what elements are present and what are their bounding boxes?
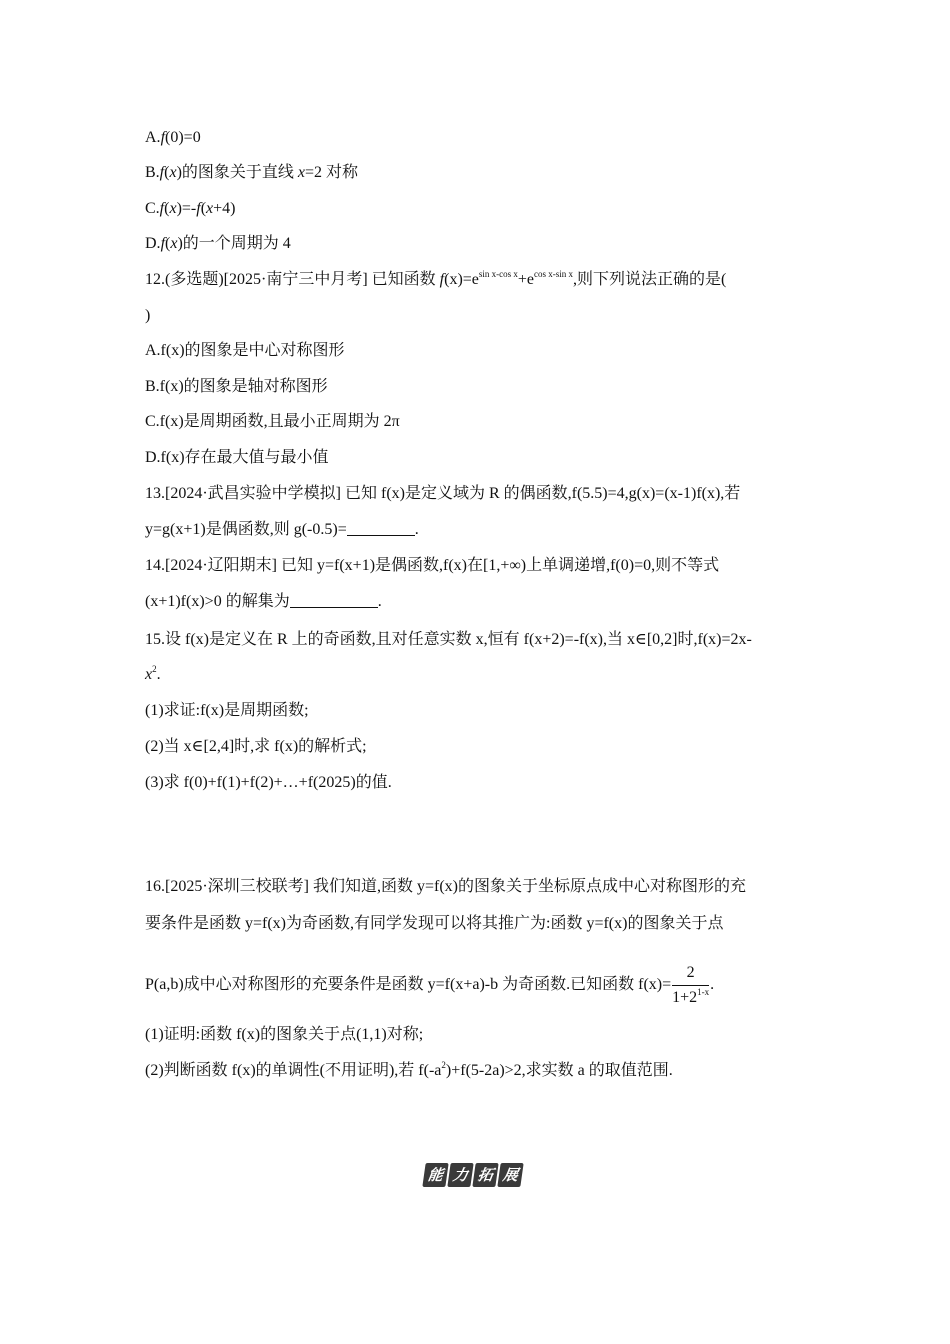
q12-option-a: A.f(x)的图象是中心对称图形 — [145, 342, 345, 359]
q11-option-d: D.f(x)的一个周期为 4 — [145, 235, 291, 252]
q12-stem: 12.(多选题)[2025·南宁三中月考] 已知函数 $f(x)=e^{sin x-cos x}+e^{cos x-sin x}$,则下列说法正确的是( — [145, 269, 727, 288]
banner-char: 拓 — [472, 1163, 498, 1187]
q15-line1: 15.设 f(x)是定义在 R 上的奇函数,且对任意实数 x,恒有 f(x+2)=-f(x),当 x∈[0,2]时,f(x)=2x- — [145, 631, 752, 648]
q16-part2: (2)判断函数 f(x)的单调性(不用证明),若 $f(-a^2)+f(5-2a)>2$,求实数 a 的取值范围. — [145, 1060, 673, 1079]
q11-option-c: C.f(x)=-f(x+4) — [145, 200, 236, 217]
section-banner — [424, 1163, 522, 1187]
q12-stem-close: ) — [145, 307, 151, 324]
banner-char: 能 — [422, 1163, 448, 1187]
q14-line1: 14.[2024·辽阳期末] 已知 y=f(x+1)是偶函数,f(x)在[1,+∞)上单调递增,f(0)=0,则不等式 — [145, 557, 720, 574]
q11-option-b: B.f(x)的图象关于直线 x=2 对称 — [145, 164, 359, 181]
fraction: $\frac{2}{1+2^{1-x}}$ — [672, 963, 710, 1006]
banner-char: 展 — [497, 1163, 523, 1187]
q13-line2: y=g(x+1)是偶函数,则 g(-0.5)= . — [145, 521, 419, 538]
q15-part2: (2)当 x∈[2,4]时,求 f(x)的解析式; — [145, 738, 367, 755]
answer-blank — [290, 593, 378, 608]
q14-line2: (x+1)f(x)>0 的解集为 . — [145, 593, 382, 610]
q15-part3: (3)求 f(0)+f(1)+f(2)+…+f(2025)的值. — [145, 774, 392, 791]
q15-part1: (1)求证:f(x)是周期函数; — [145, 702, 309, 719]
q11-option-a: A.f(0)=0 — [145, 129, 201, 146]
banner-char: 力 — [447, 1163, 473, 1187]
q16-line1: 16.[2025·深圳三校联考] 我们知道,函数 y=f(x)的图象关于坐标原点成中心对称图形的充 — [145, 878, 746, 895]
q16-part1: (1)证明:函数 f(x)的图象关于点(1,1)对称; — [145, 1026, 424, 1043]
q12-option-c: C.f(x)是周期函数,且最小正周期为 2π — [145, 413, 400, 430]
q16-line3: P(a,b)成中心对称图形的充要条件是函数 y=f(x+a)-b 为奇函数.已知函数 f(x)= $\frac{2}{1+2^{1-x}}$ . — [145, 963, 715, 1006]
q13-line1: 13.[2024·武昌实验中学模拟] 已知 f(x)是定义域为 R 的偶函数,f(5.5)=4,g(x)=(x-1)f(x),若 — [145, 485, 741, 502]
q12-option-b: B.f(x)的图象是轴对称图形 — [145, 378, 328, 395]
q12-option-d: D.f(x)存在最大值与最小值 — [145, 449, 329, 466]
q15-line2: $x^2$. — [145, 664, 161, 683]
answer-blank — [347, 521, 415, 536]
q16-line2: 要条件是函数 y=f(x)为奇函数,有同学发现可以将其推广为:函数 y=f(x)的图象关于点 — [145, 915, 724, 932]
